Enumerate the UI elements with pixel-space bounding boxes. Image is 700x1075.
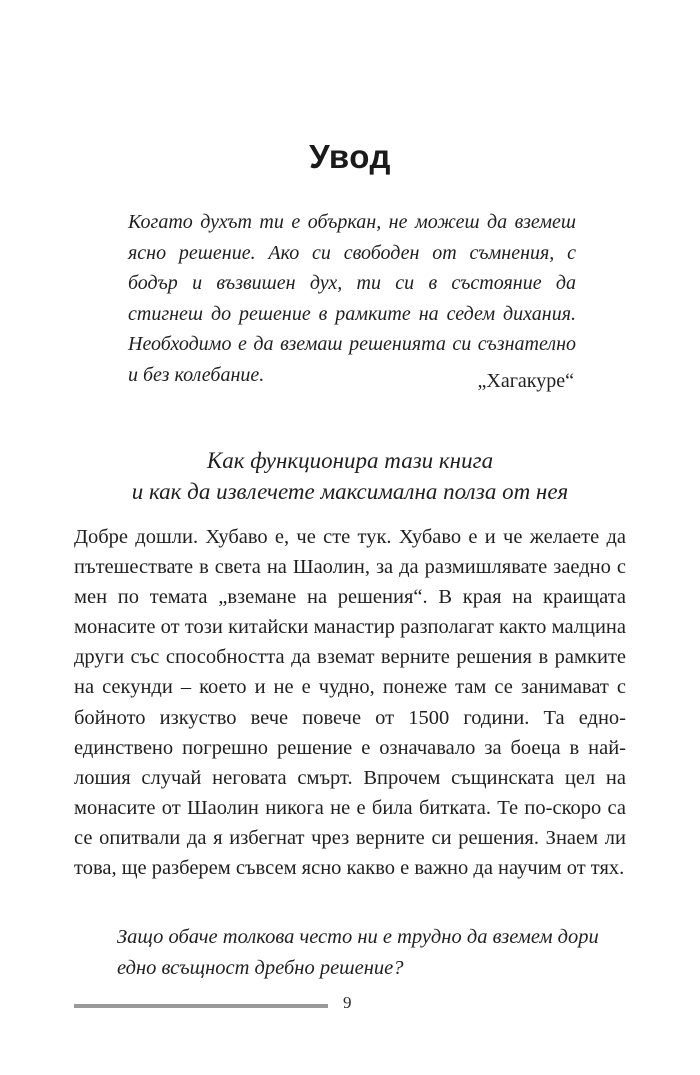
- epigraph-text: Когато духът ти е объркан, не можеш да вземеш ясно решение. Ако си свободен от съмнения, с бодър и възвишен дух, ти си в състояние да стигнеш до решение в рамките на седем дихания. Необходимо е да вземаш решенията си съзнателно и без колебание.: [128, 211, 576, 386]
- section-title-line-1: Как функционира тази книга: [206, 448, 494, 473]
- italic-question: Защо обаче толкова често ни е трудно да вземем дори едно всъщност дребно решение?: [117, 926, 599, 979]
- footer-rule: [74, 1004, 328, 1008]
- section-title-line-2: и как да извлечете максимална полза от нея: [131, 479, 569, 504]
- body-paragraph: Добре дошли. Хубаво е, че сте тук. Хубаво е и че желаете да пътешествате в света на Шаолин, за да размишлявате заедно с мен по темата „вземане на решения“. В края на краищата монасите от този китайски манастир разполагат както малцина други със способността да вземат верните решения в рамките на секунди – което и не е чудно, понеже там се занимават с бойното изкуство вече повече от 1500 години. Та едно-единствено погрешно решение е означавало за боеца в най-лошия случай неговата смърт. Впрочем същинската цел на монасите от Шаолин никога не е била битката. Те по-скоро са се опитвали да я избегнат чрез верните си решения. Знаем ли това, ще разберем съвсем ясно какво е важно да научим от тях.: [74, 526, 626, 880]
- chapter-title: Увод: [309, 138, 391, 175]
- page-number: 9: [343, 993, 352, 1012]
- section-title: [0, 445, 700, 507]
- epigraph-attribution: „Хагакуре“: [477, 370, 574, 392]
